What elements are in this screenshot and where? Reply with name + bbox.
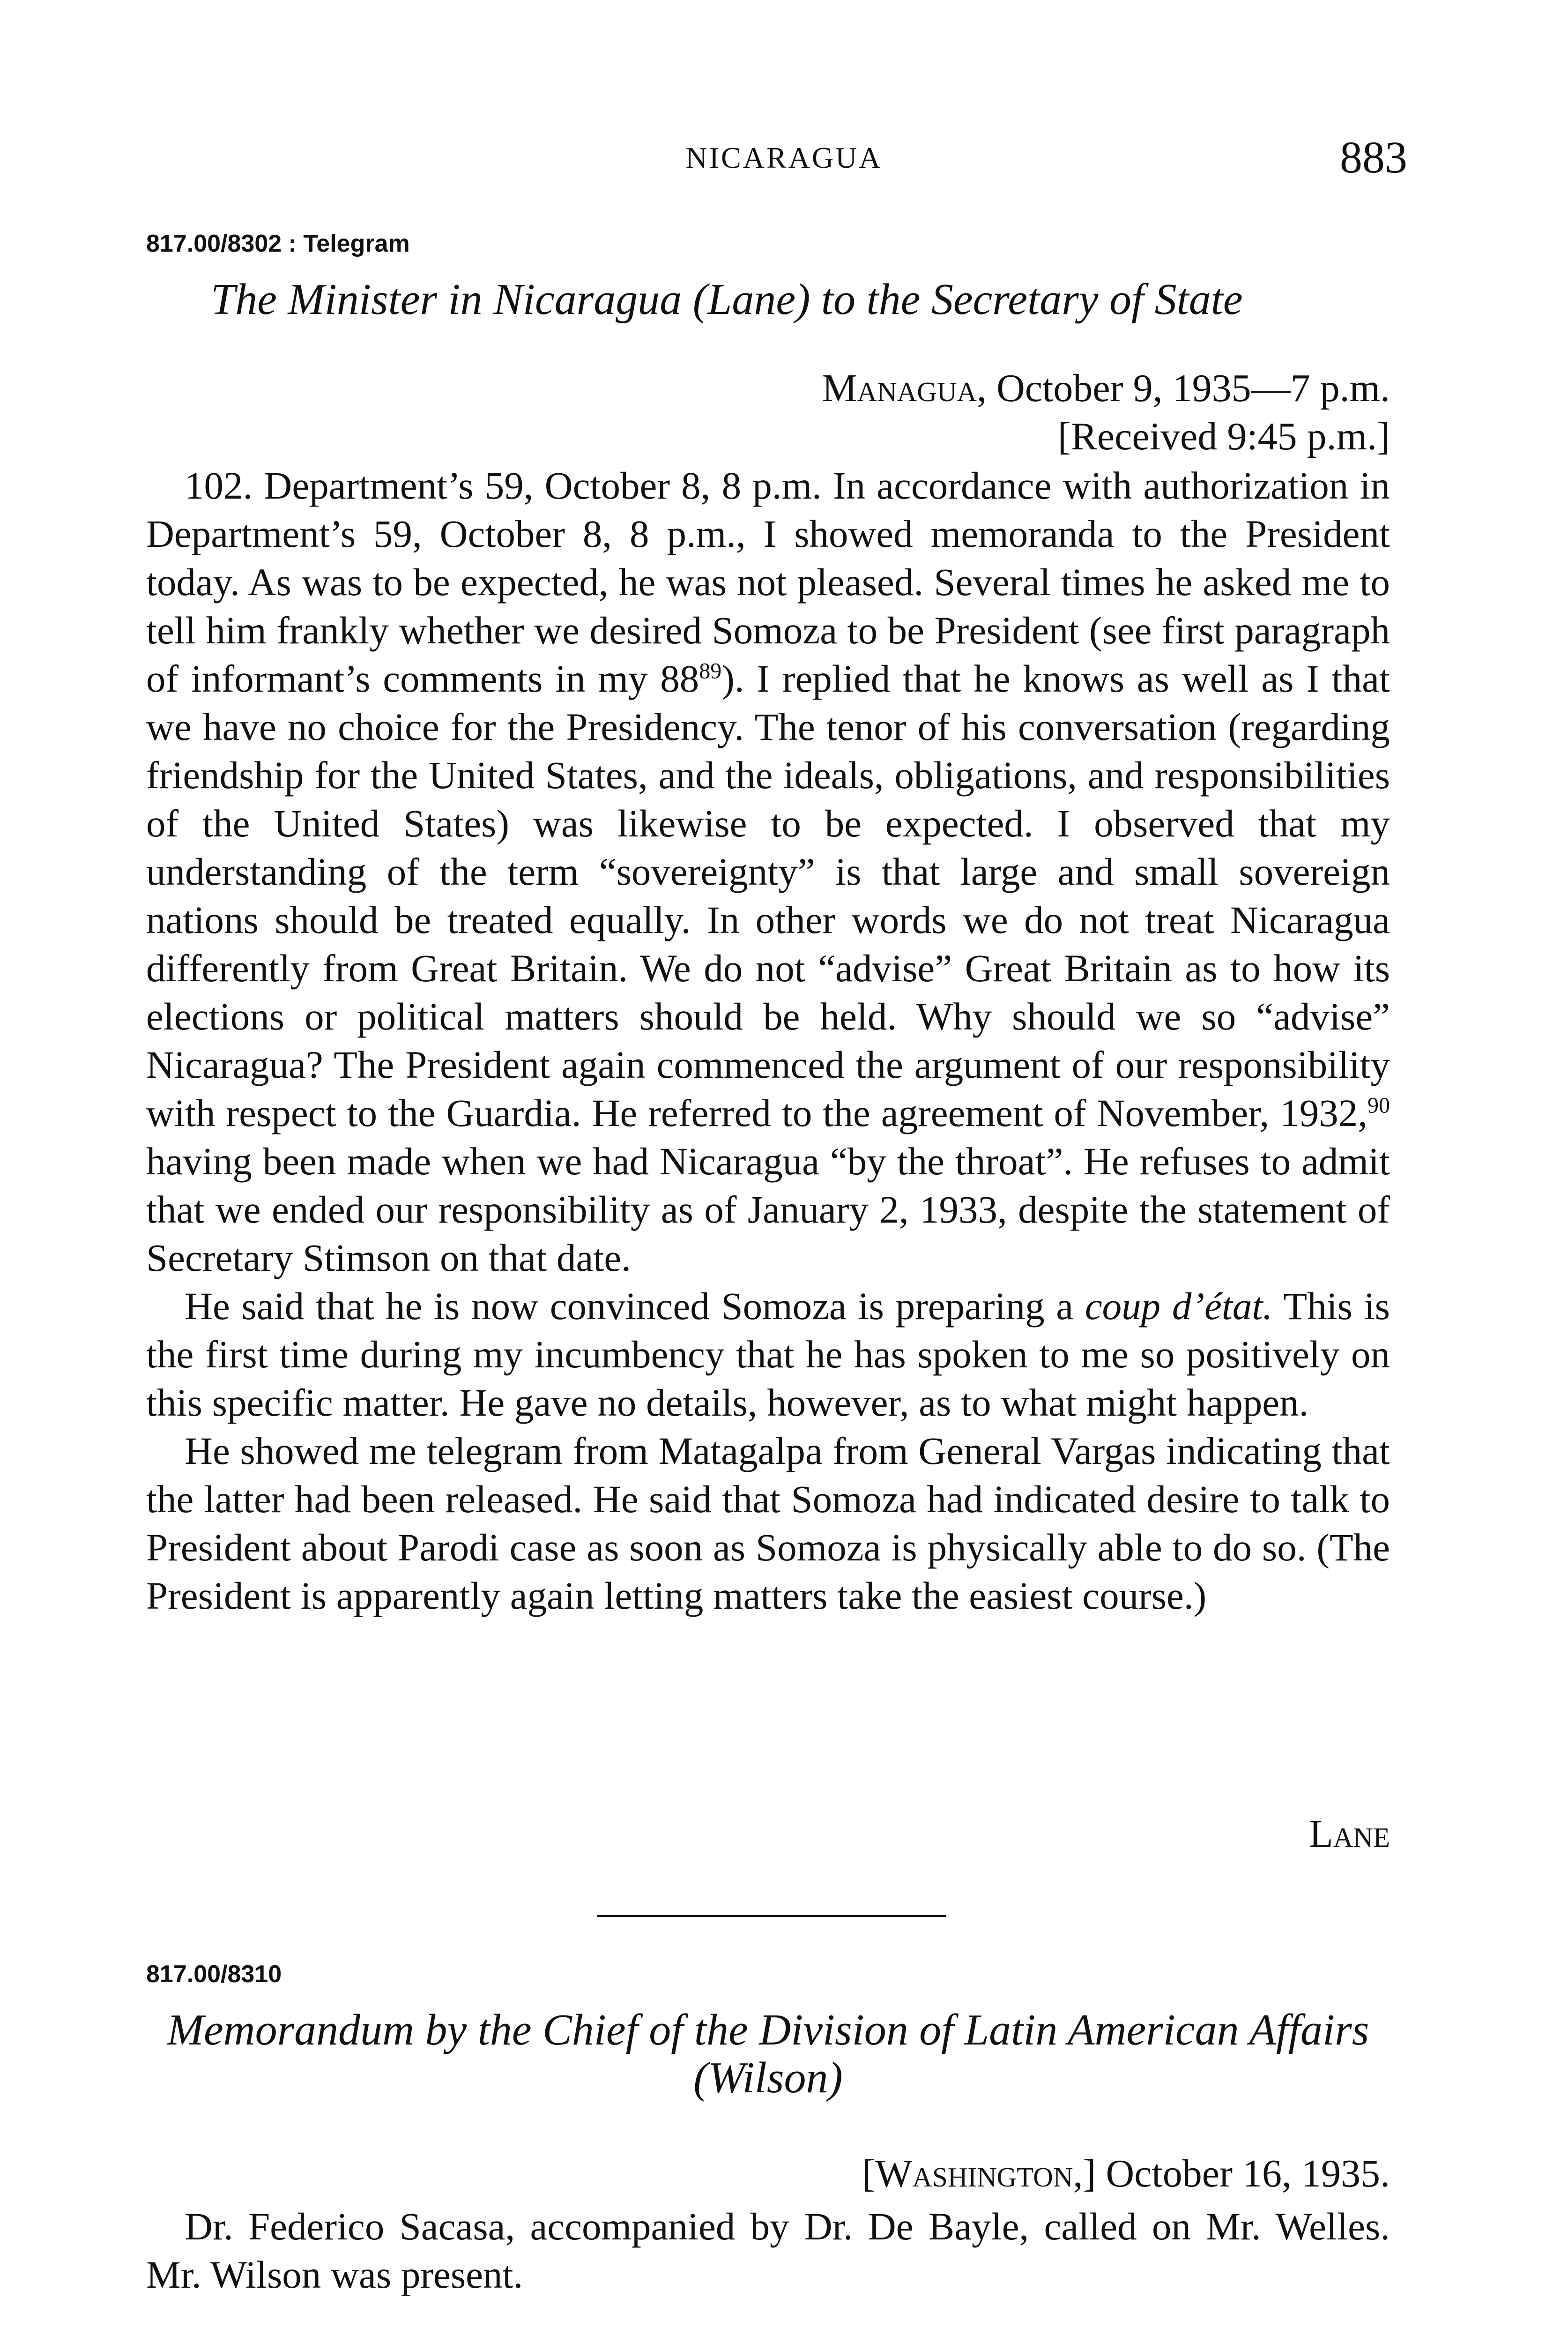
paragraph-3: He showed me telegram from Matagalpa from General Vargas indicating that the latter had been released. He said that Somoza had indicated desire to talk to President about Parodi case as soon as Somoza is physically able to do so. (The President is apparently again letting matters take the easiest course.) xyxy=(146,1429,1390,1617)
dateline-2 xyxy=(562,2151,1390,2196)
dateline-date-2: October 16, 1935. xyxy=(1096,2152,1390,2195)
dateline-1 xyxy=(562,366,1390,411)
telegram-body xyxy=(146,462,1390,1620)
footnote-ref-90: 90 xyxy=(1367,1093,1390,1118)
dateline-place-2: [Washington,] xyxy=(862,2152,1096,2195)
memo-paragraph-1: Dr. Federico Sacasa, accompanied by Dr. De Bayle, called on Mr. Welles. Mr. Wilson was present. xyxy=(146,2205,1390,2296)
received-line: [Received 9:45 p.m.] xyxy=(1057,415,1390,458)
memorandum-body xyxy=(146,2202,1390,2299)
signature: Lane xyxy=(1309,1812,1390,1856)
document-heading-2: Memorandum by the Chief of the Division of Latin American Affairs xyxy=(167,2006,1369,2054)
dateline-place-1: Managua, xyxy=(822,366,987,410)
document-heading-1: The Minister in Nicaragua (Lane) to the Secretary of State xyxy=(211,275,1243,324)
page-number: 883 xyxy=(1340,132,1407,182)
file-reference-1: 817.00/8302 : Telegram xyxy=(146,230,410,257)
paragraph-2: He said that he is now convinced Somoza is preparing a coup d’état. This is the first time during my incumbency that he has spoken to me so positively on this specific matter. He gave no details, however, as to what might happen. xyxy=(146,1284,1390,1424)
file-reference-2: 817.00/8310 xyxy=(146,1961,282,1988)
dateline-date-1: October 9, 1935—7 p.m. xyxy=(987,366,1390,410)
section-divider xyxy=(597,1915,946,1917)
document-heading-2-line2: (Wilson) xyxy=(693,2053,843,2102)
paragraph-1: 102. Department’s 59, October 8, 8 p.m. In accordance with authorization in Department’s 59, October 8, 8 p.m., I showed memoranda to the President today. As was to be expected, he was not pleased. Several times he asked me to tell him frankly whether we desired Somoza to be President (see first paragraph of informant’s comments in my 88$^{89}$). I replied that he knows as well as I that we have no choice for the Presidency. The tenor of his conversation (regarding friendship for the United States, and the ideals, obligations, and responsibilities of the United States) was likewise to be expected. I observed that my understanding of the term “sovereignty” is that large and small sovereign nations should be treated equally. In other words we do not treat Nicaragua differently from Great Britain. We do not “advise” Great Britain as to how its elections or political matters should be held. Why should we so “advise” Nicaragua? The President again commenced the argument of our responsibility with respect to the Guardia. He referred to the agreement of November, 1932,90 having been made when we had Nicaragua “by the throat”. He refuses to admit that we ended our responsibility as of January 2, 1933, despite the statement of Secretary Stimson on that date. xyxy=(146,464,1390,1279)
running-head: NICARAGUA xyxy=(685,141,883,174)
footnote-ref-89: 89 xyxy=(699,658,722,684)
